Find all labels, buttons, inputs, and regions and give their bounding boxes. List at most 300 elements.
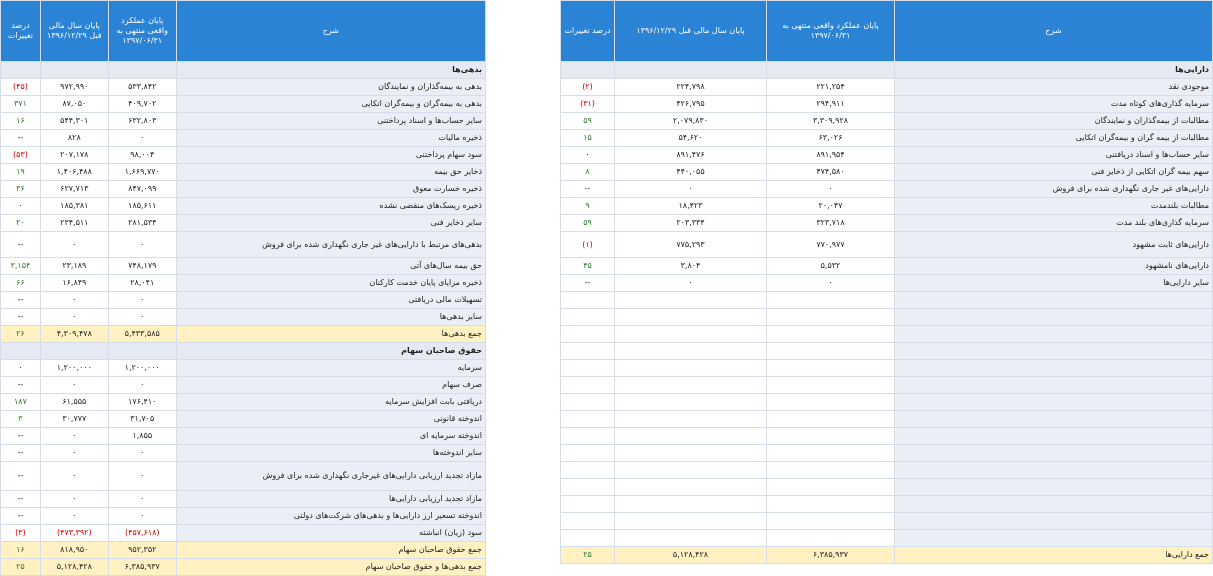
asset-filler-row xyxy=(487,411,1213,428)
row-actual: ۳۲۳,۷۱۸ xyxy=(767,215,895,232)
row-pct: ۶۶ xyxy=(1,275,41,292)
row-pct: ۴۵ xyxy=(561,258,615,275)
assets-prev-header: پایان سال مالی قبل ۱۳۹۶/۱۲/۲۹ xyxy=(615,1,767,62)
row-actual: ۵,۴۳۳,۵۸۵ xyxy=(108,326,176,343)
row-label: سایر بدهی‌ها xyxy=(176,309,485,326)
liability-row xyxy=(1,309,486,326)
row-actual: ۱۸۵,۶۱۱ xyxy=(108,198,176,215)
filler-cell xyxy=(767,496,895,513)
filler-cell xyxy=(767,445,895,462)
row-prev: ۰ xyxy=(40,292,108,309)
row-label: موجودی نقد xyxy=(895,79,1213,96)
row-prev: ۸۹۱,۴۷۶ xyxy=(615,147,767,164)
equity-row xyxy=(1,491,486,508)
row-prev: ۶۱,۵۵۵ xyxy=(40,394,108,411)
row-prev: ۱۶,۸۴۹ xyxy=(40,275,108,292)
row-actual: ۴۰۹,۷۰۲ xyxy=(108,96,176,113)
row-actual: ۶۳,۰۲۶ xyxy=(767,130,895,147)
row-label: سرمایه گذاری‌های کوتاه مدت xyxy=(895,96,1213,113)
row-pct: ۳ xyxy=(1,411,41,428)
row-pct: ۸ xyxy=(561,164,615,181)
filler-cell xyxy=(767,292,895,309)
filler-cell xyxy=(615,496,767,513)
liab-desc-header: شرح xyxy=(176,1,485,62)
asset-row xyxy=(487,79,1213,96)
row-label: ذخایر حق بیمه xyxy=(176,164,485,181)
row-prev: ۴۴۰,۰۵۵ xyxy=(615,164,767,181)
asset-row xyxy=(487,215,1213,232)
row-pct: -- xyxy=(1,130,41,147)
row-prev: ۵۴۴,۳۰۱ xyxy=(40,113,108,130)
row-label: مطالبات از بیمه‌گذاران و نمایندگان xyxy=(895,113,1213,130)
row-label: صرف سهام xyxy=(176,377,485,394)
row-prev: ۲,۰۷۹,۸۳۰ xyxy=(615,113,767,130)
row-prev: ۷۷۵,۲۹۳ xyxy=(615,232,767,258)
asset-filler-row xyxy=(487,513,1213,530)
row-pct: (۳) xyxy=(1,525,41,542)
row-actual: ۵۳۳,۸۴۲ xyxy=(108,79,176,96)
filler-cell xyxy=(561,445,615,462)
row-label: تسهیلات مالی دریافتی xyxy=(176,292,485,309)
asset-filler-row xyxy=(487,343,1213,360)
equity-row xyxy=(1,525,486,542)
filler-cell xyxy=(895,309,1213,326)
row-actual: ۱,۲۰۰,۰۰۰ xyxy=(108,360,176,377)
liability-row xyxy=(1,292,486,309)
row-label: حق بیمه سال‌های آتی xyxy=(176,258,485,275)
asset-filler-row xyxy=(487,445,1213,462)
row-pct: -- xyxy=(561,275,615,292)
row-actual: ۰ xyxy=(108,462,176,491)
filler-cell xyxy=(767,411,895,428)
asset-row xyxy=(487,130,1213,147)
row-actual: ۲۰,۰۴۷ xyxy=(767,198,895,215)
row-label: سود سهام پرداختنی xyxy=(176,147,485,164)
row-actual: ۴۷۴,۵۸۰ xyxy=(767,164,895,181)
row-pct: -- xyxy=(1,428,41,445)
row-actual: ۹۸,۰۰۴ xyxy=(108,147,176,164)
row-actual: ۰ xyxy=(108,309,176,326)
row-pct: (۵۳) xyxy=(1,147,41,164)
row-pct: ۰ xyxy=(561,147,615,164)
row-prev: ۰ xyxy=(40,428,108,445)
filler-cell xyxy=(767,513,895,530)
row-actual: ۲۹۴,۹۱۱ xyxy=(767,96,895,113)
liability-row xyxy=(1,258,486,275)
filler-cell xyxy=(895,326,1213,343)
row-pct: ۱۶ xyxy=(1,542,41,559)
filler-cell xyxy=(895,479,1213,496)
row-label: دریافتی بابت افزایش سرمایه xyxy=(176,394,485,411)
row-label: سرمایه گذاری‌های بلند مدت xyxy=(895,215,1213,232)
filler-cell xyxy=(561,292,615,309)
row-actual: ۰ xyxy=(108,130,176,147)
section-empty-cell xyxy=(40,343,108,360)
row-prev: ۰ xyxy=(615,181,767,198)
filler-cell xyxy=(895,343,1213,360)
filler-cell xyxy=(615,411,767,428)
filler-cell xyxy=(767,360,895,377)
row-label: اندوخته تسعیر ارز دارایی‌ها و بدهی‌های شرکت‌های دولتی xyxy=(176,508,485,525)
row-prev: ۱,۲۰۰,۰۰۰ xyxy=(40,360,108,377)
row-pct: ۳,۱۵۴ xyxy=(1,258,41,275)
filler-cell xyxy=(767,377,895,394)
liability-row xyxy=(1,232,486,258)
asset-row xyxy=(487,258,1213,275)
asset-row xyxy=(487,147,1213,164)
filler-cell xyxy=(561,309,615,326)
liabilities-body xyxy=(1,62,486,576)
asset-filler-row xyxy=(487,326,1213,343)
row-actual: ۰ xyxy=(108,292,176,309)
row-actual: ۹۵۲,۳۵۲ xyxy=(108,542,176,559)
row-label: مازاد تجدید ارزیابی دارایی‌های غیرجاری نگهداری شده برای فروش xyxy=(176,462,485,491)
row-prev: ۰ xyxy=(40,232,108,258)
row-actual: ۶,۳۸۵,۹۳۷ xyxy=(108,559,176,576)
assets-section-row xyxy=(487,62,1213,79)
row-prev: ۱۸۵,۳۸۱ xyxy=(40,198,108,215)
liab-actual-header: پایان عملکرد واقعی منتهی به ۱۳۹۷/۰۶/۳۱ xyxy=(108,1,176,62)
row-actual: ۷۴۸,۱۷۹ xyxy=(108,258,176,275)
asset-filler-row xyxy=(487,530,1213,547)
liab-pct-header: درصد تغییرات xyxy=(1,1,41,62)
filler-cell xyxy=(895,377,1213,394)
filler-cell xyxy=(561,326,615,343)
row-label: جمع بدهی‌ها xyxy=(176,326,485,343)
section-empty-cell xyxy=(40,62,108,79)
row-prev: ۹۷۲,۹۹۰ xyxy=(40,79,108,96)
row-prev: ۸۷,۰۵۰ xyxy=(40,96,108,113)
section-empty-cell xyxy=(1,343,41,360)
filler-cell xyxy=(561,479,615,496)
row-prev: ۴,۳۰۹,۴۷۸ xyxy=(40,326,108,343)
row-prev: ۲۰۷,۱۷۸ xyxy=(40,147,108,164)
row-label: مطالبات از بیمه گران و بیمه‌گران اتکایی xyxy=(895,130,1213,147)
asset-filler-row xyxy=(487,377,1213,394)
section-empty-cell xyxy=(767,62,895,79)
filler-cell xyxy=(895,496,1213,513)
assets-header-row xyxy=(487,1,1213,62)
filler-cell xyxy=(767,394,895,411)
row-label: سایر ذخایر فنی xyxy=(176,215,485,232)
liabilities-header-row xyxy=(1,1,486,62)
assets-table xyxy=(486,0,1213,564)
row-prev: ۱,۴۰۶,۴۸۸ xyxy=(40,164,108,181)
filler-cell xyxy=(561,513,615,530)
asset-filler-row xyxy=(487,479,1213,496)
row-pct: ۳۷۱ xyxy=(1,96,41,113)
filler-cell xyxy=(767,428,895,445)
filler-cell xyxy=(615,326,767,343)
row-label: ذخیره مالیات xyxy=(176,130,485,147)
filler-cell xyxy=(561,530,615,547)
filler-cell xyxy=(895,428,1213,445)
filler-cell xyxy=(615,309,767,326)
row-actual: ۰ xyxy=(108,377,176,394)
row-label: سرمایه xyxy=(176,360,485,377)
row-pct: ۹ xyxy=(561,198,615,215)
row-prev: ۵,۱۲۸,۴۲۸ xyxy=(615,547,767,564)
row-label: سایر اندوخته‌ها xyxy=(176,445,485,462)
row-label: جمع دارایی‌ها xyxy=(895,547,1213,564)
filler-cell xyxy=(615,479,767,496)
filler-cell xyxy=(615,530,767,547)
equity-row xyxy=(1,462,486,491)
assets-body xyxy=(487,62,1213,564)
row-label: جمع حقوق صاحبان سهام xyxy=(176,542,485,559)
row-pct: -- xyxy=(1,491,41,508)
liability-row xyxy=(1,79,486,96)
row-pct: ۱۹ xyxy=(1,164,41,181)
row-pct: ۱۵ xyxy=(561,130,615,147)
row-prev: ۲۳۴,۵۱۱ xyxy=(40,215,108,232)
row-label: دارایی‌های نامشهود xyxy=(895,258,1213,275)
filler-cell xyxy=(561,462,615,479)
filler-cell xyxy=(615,292,767,309)
equity-row xyxy=(1,428,486,445)
asset-row xyxy=(487,113,1213,130)
section-empty-cell xyxy=(108,343,176,360)
section-title: دارایی‌ها xyxy=(895,62,1213,79)
row-actual: ۱۷۶,۴۱۰ xyxy=(108,394,176,411)
asset-filler-row xyxy=(487,428,1213,445)
equity-total-row xyxy=(1,542,486,559)
filler-cell xyxy=(615,394,767,411)
row-prev: ۱۸,۴۲۳ xyxy=(615,198,767,215)
row-pct: ۵۹ xyxy=(561,215,615,232)
filler-cell xyxy=(615,343,767,360)
row-actual: ۶,۳۸۵,۹۳۷ xyxy=(767,547,895,564)
row-label: مطالبات بلندمدت xyxy=(895,198,1213,215)
filler-cell xyxy=(767,530,895,547)
row-prev: ۰ xyxy=(615,275,767,292)
row-pct: (۴۵) xyxy=(1,79,41,96)
asset-filler-row xyxy=(487,496,1213,513)
filler-cell xyxy=(895,445,1213,462)
assets-actual-header: پایان عملکرد واقعی منتهی به ۱۳۹۷/۰۶/۳۱ xyxy=(767,1,895,62)
row-pct: -- xyxy=(1,292,41,309)
filler-cell xyxy=(895,394,1213,411)
row-label: سود (زیان) انباشته xyxy=(176,525,485,542)
row-actual: ۵,۵۳۲ xyxy=(767,258,895,275)
liabilities-total-row xyxy=(1,326,486,343)
equity-row xyxy=(1,377,486,394)
row-pct: ۰ xyxy=(1,198,41,215)
filler-cell xyxy=(895,513,1213,530)
row-pct: ۲۵ xyxy=(1,559,41,576)
liability-row xyxy=(1,130,486,147)
asset-filler-row xyxy=(487,394,1213,411)
equity-section-row xyxy=(1,343,486,360)
asset-row xyxy=(487,275,1213,292)
assets-total-row xyxy=(487,547,1213,564)
row-prev: ۸۱۸,۹۵۰ xyxy=(40,542,108,559)
row-label: بدهی‌های مرتبط با دارایی‌های غیر جاری نگهداری شده برای فروش xyxy=(176,232,485,258)
row-pct: ۱۶ xyxy=(1,113,41,130)
row-actual: ۲۸۱,۵۳۴ xyxy=(108,215,176,232)
row-actual: ۰ xyxy=(108,445,176,462)
filler-cell xyxy=(561,428,615,445)
section-empty-cell xyxy=(108,62,176,79)
row-actual: ۶۳۲,۸۰۳ xyxy=(108,113,176,130)
row-pct: -- xyxy=(1,462,41,491)
liability-row xyxy=(1,215,486,232)
liability-row xyxy=(1,147,486,164)
row-actual: ۱,۸۵۵ xyxy=(108,428,176,445)
row-actual: ۷۷۰,۹۷۷ xyxy=(767,232,895,258)
filler-cell xyxy=(767,326,895,343)
filler-cell xyxy=(561,496,615,513)
filler-cell xyxy=(615,360,767,377)
row-actual: ۸۹۱,۹۵۴ xyxy=(767,147,895,164)
row-actual: ۰ xyxy=(108,508,176,525)
row-label: مازاد تجدید ارزیابی دارایی‌ها xyxy=(176,491,485,508)
filler-cell xyxy=(767,309,895,326)
filler-cell xyxy=(895,462,1213,479)
row-pct: -- xyxy=(1,508,41,525)
filler-cell xyxy=(615,445,767,462)
section-title: حقوق صاحبان سهام xyxy=(176,343,485,360)
row-prev: ۳,۸۰۴ xyxy=(615,258,767,275)
filler-cell xyxy=(895,360,1213,377)
row-label: بدهی به بیمه‌گذاران و نمایندگان xyxy=(176,79,485,96)
row-prev: ۲۰۳,۳۳۴ xyxy=(615,215,767,232)
equity-row xyxy=(1,508,486,525)
asset-filler-row xyxy=(487,462,1213,479)
row-pct: -- xyxy=(1,309,41,326)
filler-cell xyxy=(615,462,767,479)
row-label: اندوخته قانونی xyxy=(176,411,485,428)
section-title: بدهی‌ها xyxy=(176,62,485,79)
filler-cell xyxy=(561,377,615,394)
asset-filler-row xyxy=(487,309,1213,326)
row-pct: -- xyxy=(1,377,41,394)
asset-row xyxy=(487,198,1213,215)
asset-filler-row xyxy=(487,360,1213,377)
row-prev: ۰ xyxy=(40,491,108,508)
filler-cell xyxy=(561,394,615,411)
row-prev: (۴۷۳,۳۹۲) xyxy=(40,525,108,542)
filler-cell xyxy=(615,428,767,445)
row-actual: ۸۴۷,۰۹۹ xyxy=(108,181,176,198)
row-prev: ۰ xyxy=(40,508,108,525)
section-empty-cell xyxy=(561,62,615,79)
row-label: سهم بیمه گران اتکایی از ذخایر فنی xyxy=(895,164,1213,181)
row-pct: ۲۰ xyxy=(1,215,41,232)
row-label: بدهی به بیمه‌گران و بیمه‌گران اتکایی xyxy=(176,96,485,113)
liability-row xyxy=(1,164,486,181)
row-actual: (۴۵۷,۶۱۸) xyxy=(108,525,176,542)
row-pct: (۳۱) xyxy=(561,96,615,113)
assets-pct-header: درصد تغییرات xyxy=(561,1,615,62)
filler-cell xyxy=(767,343,895,360)
equity-row xyxy=(1,394,486,411)
row-actual: ۱,۶۶۹,۷۷۰ xyxy=(108,164,176,181)
row-prev: ۲۲۴,۷۹۸ xyxy=(615,79,767,96)
filler-cell xyxy=(895,411,1213,428)
row-prev: ۰ xyxy=(40,309,108,326)
row-pct: (۱) xyxy=(561,232,615,258)
row-prev: ۲۳,۱۸۹ xyxy=(40,258,108,275)
row-label: ذخیره مزایای پایان خدمت کارکنان xyxy=(176,275,485,292)
row-prev: ۰ xyxy=(40,462,108,491)
row-label: سایر حساب‌ها و اسناد پرداختنی xyxy=(176,113,485,130)
liability-row xyxy=(1,181,486,198)
filler-cell xyxy=(767,479,895,496)
row-prev: ۴۲۶,۷۹۵ xyxy=(615,96,767,113)
row-pct: ۲۶ xyxy=(1,326,41,343)
row-pct: -- xyxy=(1,232,41,258)
row-label: ذخیره ریسک‌های منقضی نشده xyxy=(176,198,485,215)
equity-row xyxy=(1,360,486,377)
filler-cell xyxy=(561,411,615,428)
asset-row xyxy=(487,96,1213,113)
filler-cell xyxy=(615,377,767,394)
filler-cell xyxy=(561,360,615,377)
row-prev: ۶۲۷,۷۱۳ xyxy=(40,181,108,198)
row-prev: ۳۰,۷۷۷ xyxy=(40,411,108,428)
row-actual: ۳,۳۰۹,۹۲۸ xyxy=(767,113,895,130)
row-label: دارایی‌های ثابت مشهود xyxy=(895,232,1213,258)
row-actual: ۰ xyxy=(108,232,176,258)
row-label: جمع بدهی‌ها و حقوق صاحبان سهام xyxy=(176,559,485,576)
asset-row xyxy=(487,181,1213,198)
filler-cell xyxy=(895,530,1213,547)
row-label: اندوخته سرمایه ای xyxy=(176,428,485,445)
row-pct: -- xyxy=(1,445,41,462)
equity-row xyxy=(1,411,486,428)
row-pct: ۰ xyxy=(1,360,41,377)
liability-row xyxy=(1,198,486,215)
row-label: ذخیره خسارت معوق xyxy=(176,181,485,198)
row-actual: ۲۲۱,۲۵۴ xyxy=(767,79,895,96)
row-prev: ۸۲۸ xyxy=(40,130,108,147)
asset-filler-row xyxy=(487,292,1213,309)
grand-total-row xyxy=(1,559,486,576)
row-pct: (۲) xyxy=(561,79,615,96)
filler-cell xyxy=(767,462,895,479)
filler-cell xyxy=(615,513,767,530)
liability-row xyxy=(1,96,486,113)
row-actual: ۰ xyxy=(767,275,895,292)
assets-desc-header: شرح xyxy=(895,1,1213,62)
row-actual: ۲۸,۰۴۱ xyxy=(108,275,176,292)
row-prev: ۵,۱۲۸,۴۲۸ xyxy=(40,559,108,576)
row-actual: ۳۱,۷۰۵ xyxy=(108,411,176,428)
liability-row xyxy=(1,275,486,292)
equity-row xyxy=(1,445,486,462)
liabilities-table xyxy=(0,0,486,576)
section-empty-cell xyxy=(1,62,41,79)
asset-row xyxy=(487,164,1213,181)
row-prev: ۰ xyxy=(40,377,108,394)
row-pct: -- xyxy=(561,181,615,198)
row-actual: ۰ xyxy=(108,491,176,508)
filler-cell xyxy=(561,343,615,360)
liabilities-section-row xyxy=(1,62,486,79)
row-label: سایر حساب‌ها و اسناد دریافتنی xyxy=(895,147,1213,164)
filler-cell xyxy=(895,292,1213,309)
row-pct: ۱۸۷ xyxy=(1,394,41,411)
row-actual: ۰ xyxy=(767,181,895,198)
row-prev: ۰ xyxy=(40,445,108,462)
section-empty-cell xyxy=(615,62,767,79)
row-pct: ۵۹ xyxy=(561,113,615,130)
liability-row xyxy=(1,113,486,130)
row-label: سایر دارایی‌ها xyxy=(895,275,1213,292)
liab-prev-header: پایان سال مالی قبل ۱۳۹۶/۱۲/۲۹ xyxy=(40,1,108,62)
row-label: دارایی‌های غیر جاری نگهداری شده برای فروش xyxy=(895,181,1213,198)
